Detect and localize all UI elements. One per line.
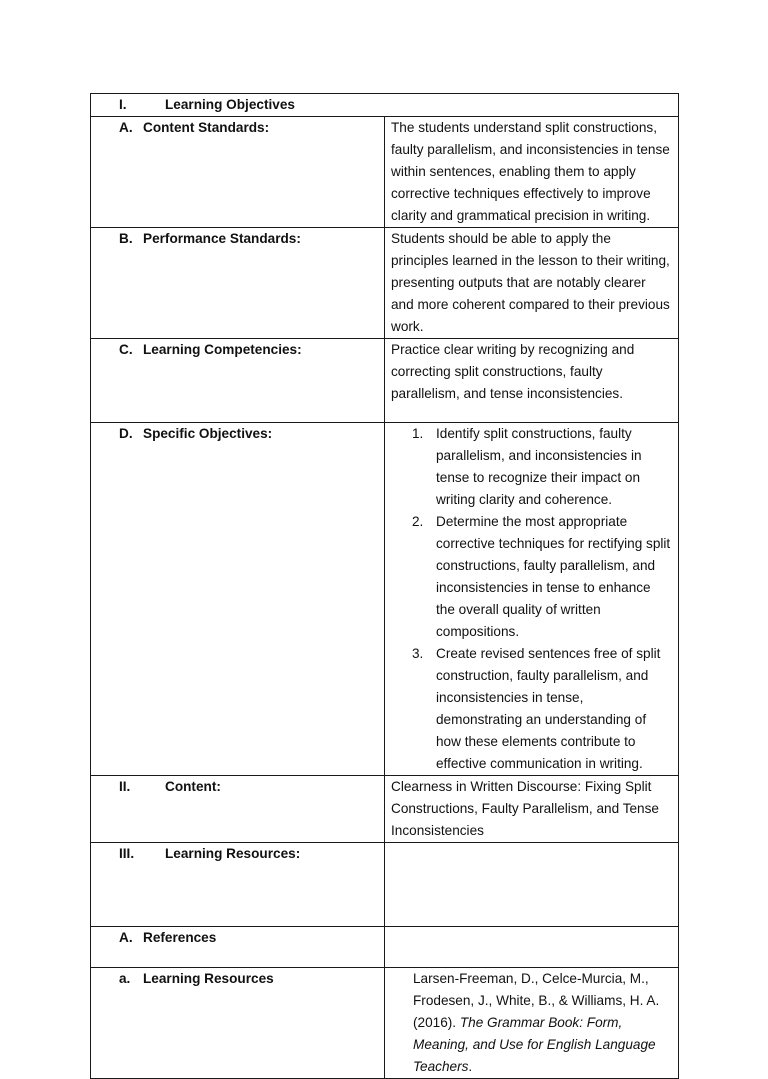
row-learning-resources-reference [91,968,679,1079]
list-item [385,423,678,511]
row-number: C. [119,342,133,357]
content-standards-text: The students understand split constructions, faulty parallelism, and inconsistencies in tense within sentences, enabling them to apply corrective techniques effectively to improve clarity and grammatical precision in writing. [391,120,670,223]
row-label-text: Learning Competencies: [143,342,302,357]
row-label [91,228,384,250]
row-label-text: Learning Resources: [165,846,301,861]
references-empty-cell [385,927,679,968]
row-label [91,843,384,865]
content-standards-text-cell [385,117,679,228]
row-number: D. [119,426,133,441]
list-item-number: 2. [412,514,424,529]
section-heading [91,94,678,116]
row-learning-resources [91,843,679,927]
row-label-text: References [143,930,217,945]
row-number: B. [119,231,133,246]
row-label [91,968,384,990]
row-number: a. [119,971,131,986]
section-number: I. [119,97,127,112]
citation-end: . [468,1059,473,1074]
specific-objectives-list [385,423,678,775]
row-number: II. [119,779,131,794]
row-label-text: Learning Resources [143,971,274,986]
list-item-text: Identify split constructions, faulty parallelism, and inconsistencies in tense to recognize their impact on writing clarity and coherence. [436,426,642,507]
list-item-number: 3. [412,646,424,661]
specific-objectives-list-cell [385,423,679,776]
section-title: Learning Objectives [165,97,295,112]
row-label-text: Specific Objectives: [143,426,273,441]
row-label [91,776,384,798]
learning-resources-ref-label-cell [91,968,385,1079]
list-item [385,511,678,643]
citation-book-title: The Grammar Book: Form, Meaning, and Use for English Language Teachers [413,1015,656,1074]
citation-authors: Larsen-Freeman, D., Celce-Murcia, M., Frodesen, J., White, B., & Williams, H. A. (2016). [413,971,660,1030]
row-label [91,117,384,139]
learning-objectives-cell [91,94,679,117]
row-performance-standards [91,228,679,339]
lesson-plan-table [90,93,679,1079]
row-references [91,927,679,968]
row-specific-objectives [91,423,679,776]
reference-citation [385,968,678,1078]
row-number: A. [119,120,133,135]
list-item [385,643,678,775]
learning-competencies-label-cell [91,339,385,423]
row-number: III. [119,846,135,861]
row-label [91,927,384,949]
content-standards-label-cell [91,117,385,228]
specific-objectives-label-cell [91,423,385,776]
learning-competencies-text-cell [385,339,679,423]
performance-standards-text: Students should be able to apply the principles learned in the lesson to their writing, presenting outputs that are notably clearer and more coherent compared to their previous work. [391,231,670,334]
learning-resources-empty-cell [385,843,679,927]
row-number: A. [119,930,133,945]
row-learning-competencies [91,339,679,423]
list-item-number: 1. [412,426,424,441]
list-item-text: Determine the most appropriate corrective techniques for rectifying split constructions, faulty parallelism, and inconsistencies in tense to enhance the overall quality of written compositions. [436,514,671,639]
learning-resources-ref-text-cell [385,968,679,1079]
row-content-standards [91,117,679,228]
row-label-text: Content: [165,779,221,794]
content-text: Clearness in Written Discourse: Fixing Split Constructions, Faulty Parallelism, and Tense Inconsistencies [391,779,659,838]
row-label-text: Performance Standards: [143,231,301,246]
row-label-text: Content Standards: [143,120,270,135]
references-label-cell [91,927,385,968]
learning-competencies-text: Practice clear writing by recognizing and correcting split constructions, faulty parallelism, and tense inconsistencies. [391,342,635,401]
row-label [91,339,384,361]
row-label [91,423,384,445]
row-content [91,776,679,843]
content-label-cell [91,776,385,843]
performance-standards-text-cell [385,228,679,339]
learning-resources-label-cell [91,843,385,927]
list-item-text: Create revised sentences free of split construction, faulty parallelism, and inconsistencies in tense, demonstrating an understanding of how these elements contribute to effective communication in writing. [436,646,661,771]
content-text-cell [385,776,679,843]
performance-standards-label-cell [91,228,385,339]
row-learning-objectives [91,94,679,117]
